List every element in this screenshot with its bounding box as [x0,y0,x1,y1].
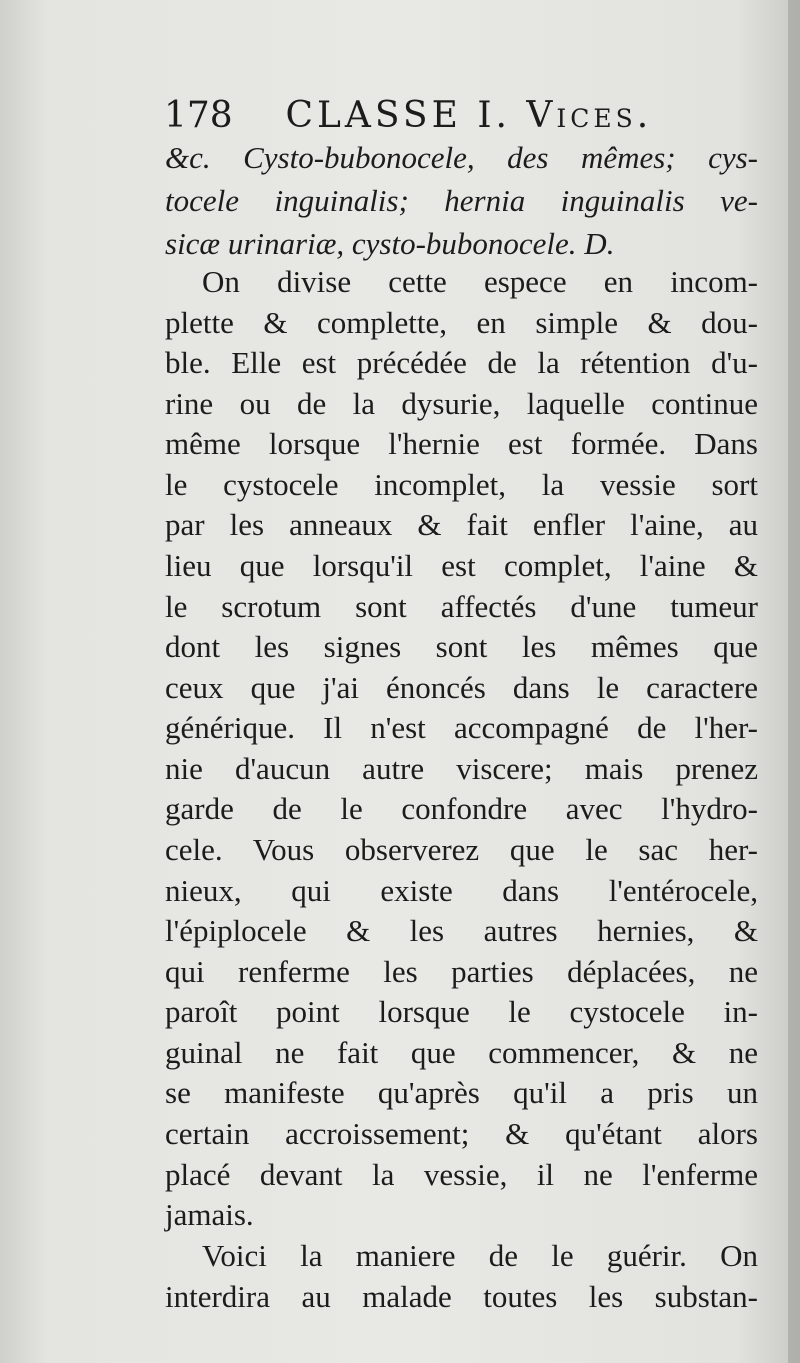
text-line: interdira au malade toutes les substan- [165,1279,758,1314]
text-line: nieux, qui existe dans l'entérocele, [165,873,758,908]
text-line: Voici la maniere de le guérir. On [202,1238,758,1273]
text-line: nie d'aucun autre viscere; mais prenez [165,751,758,786]
text-line: lieu que lorsqu'il est complet, l'aine & [165,548,758,583]
text-line: On divise cette espece en incom- [202,264,758,299]
text-line: par les anneaux & fait enfler l'aine, au [165,507,758,542]
text-line: &c. Cysto-bubonocele, des mêmes; cys- [165,140,758,175]
text-line: cele. Vous observerez que le sac her- [165,832,758,867]
text-line: sicæ urinariæ, cysto-bubonocele. D. [165,226,615,261]
text-line: jamais. [165,1197,254,1232]
text-line: placé devant la vessie, il ne l'enferme [165,1157,758,1192]
text-line: le scrotum sont affectés d'une tumeur [165,589,758,624]
text-line: plette & complette, en simple & dou- [165,305,758,340]
text-line: se manifeste qu'après qu'il a pris un [165,1075,758,1110]
text-line: ble. Elle est précédée de la rétention d'u- [165,345,758,380]
text-line: rine ou de la dysurie, laquelle continue [165,386,758,421]
running-title: CLASSE I. Vices. [285,95,653,136]
text-line: même lorsque l'hernie est formée. Dans [165,426,758,461]
page-edge-shadow [788,0,800,1363]
text-line: paroît point lorsque le cystocele in- [165,994,758,1029]
text-line: l'épiplocele & les autres hernies, & [165,913,758,948]
text-line: ceux que j'ai énoncés dans le caractere [165,670,758,705]
text-line: le cystocele incomplet, la vessie sort [165,467,758,502]
text-line: tocele inguinalis; hernia inguinalis ve- [165,183,758,218]
page-header [164,88,724,144]
text-line: garde de le confondre avec l'hydro- [165,791,758,826]
text-line: guinal ne fait que commencer, & ne [165,1035,758,1070]
text-line: générique. Il n'est accompagné de l'her- [165,710,758,745]
text-line: dont les signes sont les mêmes que [165,629,758,664]
page-number: 178 [164,95,233,136]
text-line: certain accroissement; & qu'étant alors [165,1116,758,1151]
text-line: qui renferme les parties déplacées, ne [165,954,758,989]
